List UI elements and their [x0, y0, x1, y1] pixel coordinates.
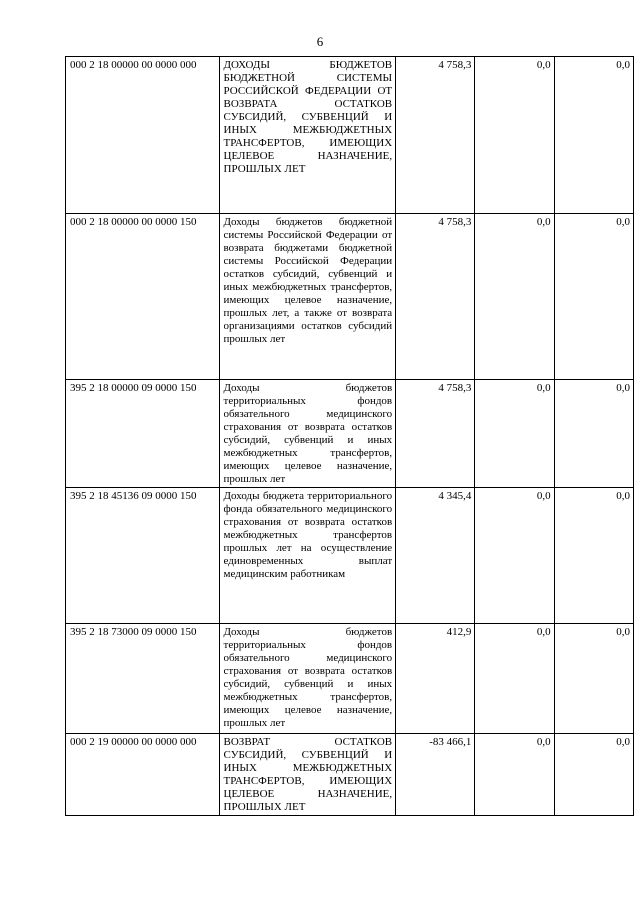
row-value-3: 0,0 — [554, 57, 633, 214]
row-value-2: 0,0 — [475, 734, 554, 816]
row-value-3: 0,0 — [554, 488, 633, 624]
row-name: Доходы бюджетов бюджетной системы Российской Федерации от возврата бюджетами бюджетной системы Российской Федерации остатков субсидий, субвенций и иных межбюджетных трансфертов, имеющих целевое назначение, прошлых лет, а также от возврата организациями остатков субсидий прошлых лет — [219, 214, 396, 380]
table-row — [66, 57, 634, 214]
row-value-3: 0,0 — [554, 214, 633, 380]
row-value-3: 0,0 — [554, 624, 633, 734]
row-value-2: 0,0 — [475, 214, 554, 380]
row-value-3: 0,0 — [554, 380, 633, 488]
table-row — [66, 214, 634, 380]
table-row — [66, 488, 634, 624]
row-name: Доходы бюджета территориального фонда обязательного медицинского страхования от возврата остатков межбюджетных трансфертов прошлых лет на осуществление единовременных выплат медицинским работникам — [219, 488, 396, 624]
row-name: Доходы бюджетов территориальных фондов обязательного медицинского страхования от возврата остатков субсидий, субвенций и иных межбюджетных трансфертов, имеющих целевое назначение, прошлых лет — [219, 380, 396, 488]
row-name: ВОЗВРАТ ОСТАТКОВ СУБСИДИЙ, СУБВЕНЦИЙ И ИНЫХ МЕЖБЮДЖЕТНЫХ ТРАНСФЕРТОВ, ИМЕЮЩИХ ЦЕЛЕВОЕ НАЗНАЧЕНИЕ, ПРОШЛЫХ ЛЕТ — [219, 734, 396, 816]
row-value-2: 0,0 — [475, 380, 554, 488]
row-name: ДОХОДЫ БЮДЖЕТОВ БЮДЖЕТНОЙ СИСТЕМЫ РОССИЙСКОЙ ФЕДЕРАЦИИ ОТ ВОЗВРАТА ОСТАТКОВ СУБСИДИЙ, СУБВЕНЦИЙ И ИНЫХ МЕЖБЮДЖЕТНЫХ ТРАНСФЕРТОВ, ИМЕЮЩИХ ЦЕЛЕВОЕ НАЗНАЧЕНИЕ, ПРОШЛЫХ ЛЕТ — [219, 57, 396, 214]
row-code: 000 2 18 00000 00 0000 150 — [66, 214, 220, 380]
row-code: 395 2 18 00000 09 0000 150 — [66, 380, 220, 488]
row-value-1: 4 758,3 — [396, 380, 475, 488]
row-value-1: 4 758,3 — [396, 214, 475, 380]
row-code: 395 2 18 73000 09 0000 150 — [66, 624, 220, 734]
row-value-3: 0,0 — [554, 734, 633, 816]
page-number: 6 — [316, 34, 324, 49]
row-value-1: -83 466,1 — [396, 734, 475, 816]
budget-revenue-table — [65, 56, 634, 816]
row-value-1: 412,9 — [396, 624, 475, 734]
row-value-1: 4 345,4 — [396, 488, 475, 624]
row-value-2: 0,0 — [475, 624, 554, 734]
row-code: 000 2 19 00000 00 0000 000 — [66, 734, 220, 816]
row-code: 395 2 18 45136 09 0000 150 — [66, 488, 220, 624]
row-value-2: 0,0 — [475, 57, 554, 214]
row-value-1: 4 758,3 — [396, 57, 475, 214]
table-row — [66, 624, 634, 734]
row-value-2: 0,0 — [475, 488, 554, 624]
row-name: Доходы бюджетов территориальных фондов обязательного медицинского страхования от возврата остатков субсидий, субвенций и иных межбюджетных трансфертов, имеющих целевое назначение, прошлых лет — [219, 624, 396, 734]
table-row — [66, 734, 634, 816]
table-row — [66, 380, 634, 488]
row-code: 000 2 18 00000 00 0000 000 — [66, 57, 220, 214]
